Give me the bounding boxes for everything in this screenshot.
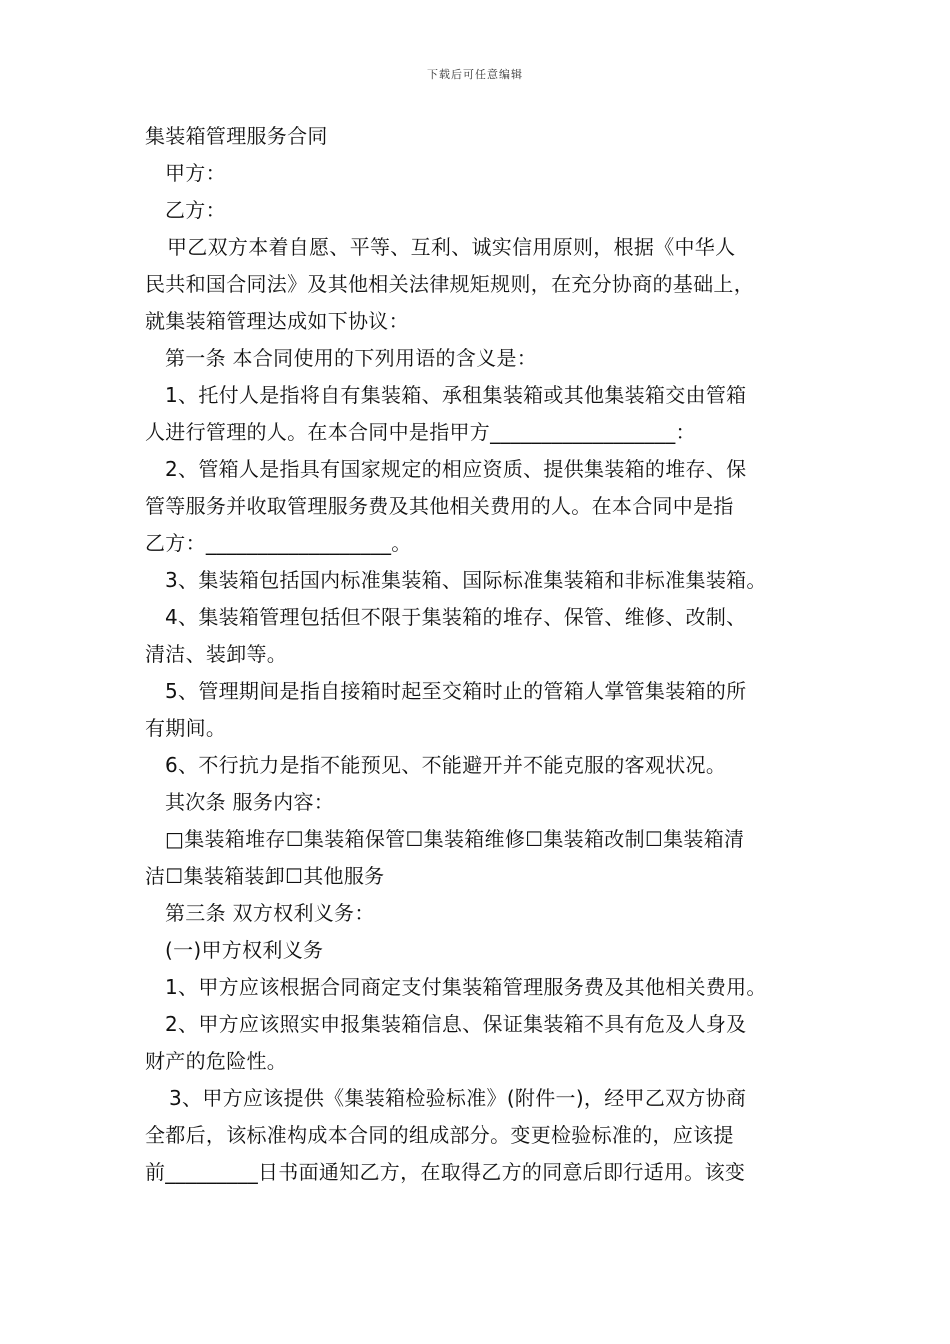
- clause-line: 全都后，该标准构成本合同的组成部分。变更检验标准的，应该提: [145, 1123, 734, 1147]
- clause-line: 6、不行抗力是指不能预见、不能避开并不能克服的客观状况。: [165, 753, 727, 777]
- clause-line: 3、集装箱包括国内标准集装箱、国际标准集装箱和非标准集装箱。: [165, 568, 767, 592]
- service-options-line: 洁☐集装箱装卸☐其他服务: [145, 864, 385, 888]
- clause-line: 财产的危险性。: [145, 1049, 288, 1073]
- clause-line: 3、甲方应该提供《集装箱检验标准》(附件一)，经甲乙双方协商: [169, 1086, 747, 1110]
- article-2-heading: 其次条 服务内容：: [165, 790, 335, 814]
- preamble-line: 民共和国合同法》及其他相关法律规矩规则，在充分协商的基础上，: [145, 272, 754, 296]
- clause-line: 1、甲方应该根据合同商定支付集装箱管理服务费及其他相关费用。: [165, 975, 767, 999]
- clause-line: 管等服务并收取管理服务费及其他相关费用的人。在本合同中是指: [145, 494, 734, 518]
- party-b-line: 乙方：: [165, 198, 226, 222]
- clause-line: 前_________日书面通知乙方，在取得乙方的同意后即行适用。该变: [145, 1160, 746, 1184]
- clause-line: 5、管理期间是指自接箱时起至交箱时止的管箱人掌管集装箱的所: [165, 679, 747, 703]
- clause-line: 2、甲方应该照实申报集装箱信息、保证集装箱不具有危及人身及: [165, 1012, 747, 1036]
- document-body: [145, 118, 815, 1191]
- section-heading: (一)甲方权利义务: [165, 938, 324, 962]
- preamble-line: 就集装箱管理达成如下协议：: [145, 309, 409, 333]
- clause-line: 人进行管理的人。在本合同中是指甲方__________________：: [145, 420, 696, 444]
- contract-title: 集装箱管理服务合同: [145, 124, 328, 148]
- clause-line: 4、集装箱管理包括但不限于集装箱的堆存、保管、维修、改制、: [165, 605, 747, 629]
- clause-line: 1、托付人是指将自有集装箱、承租集装箱或其他集装箱交由管箱: [165, 383, 747, 407]
- clause-line: 有期间。: [145, 716, 227, 740]
- clause-line: 清洁、装卸等。: [145, 642, 288, 666]
- article-1-heading: 第一条 本合同使用的下列用语的含义是：: [165, 346, 538, 370]
- clause-line: 2、管箱人是指具有国家规定的相应资质、提供集装箱的堆存、保: [165, 457, 747, 481]
- article-3-heading: 第三条 双方权利义务：: [165, 901, 375, 925]
- clause-line: 乙方：__________________。: [145, 531, 412, 555]
- party-a-line: 甲方：: [165, 161, 226, 185]
- page-header: 下载后可任意编辑: [427, 68, 523, 81]
- preamble-line: 甲乙双方本着自愿、平等、互利、诚实信用原则，根据《中华人: [167, 235, 736, 259]
- service-options-line: □集装箱堆存☐集装箱保管☐集装箱维修☐集装箱改制☐集装箱清: [165, 827, 745, 851]
